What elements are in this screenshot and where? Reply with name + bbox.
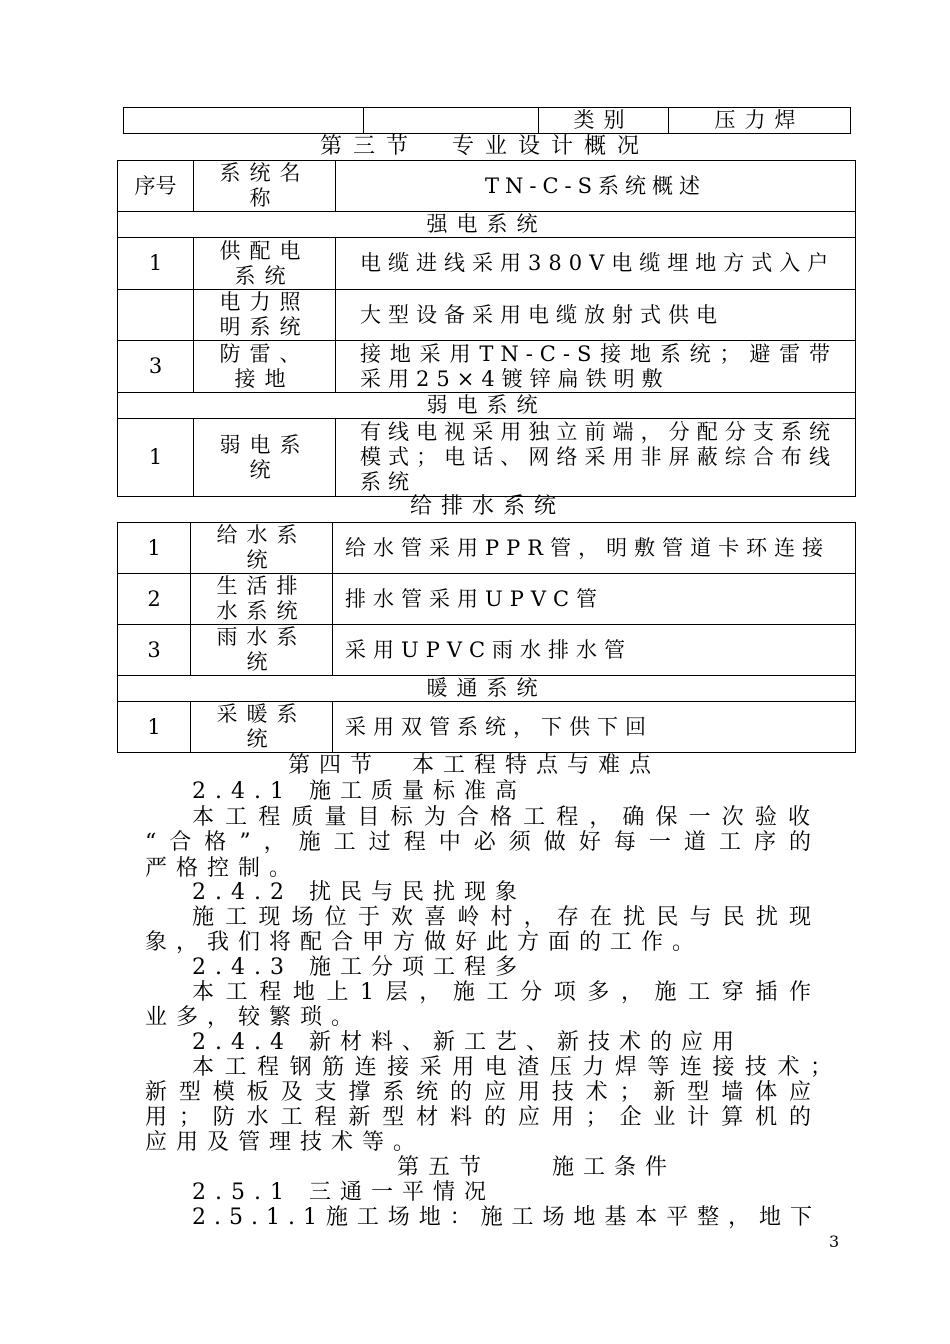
row-name: 电力照明系统 [194, 290, 336, 341]
table-row [118, 702, 856, 753]
table-row [118, 625, 856, 676]
design-table [117, 160, 856, 497]
table-row [118, 290, 856, 341]
top-table [123, 107, 851, 134]
section4-title: 第四节 本工程特点与难点 [288, 753, 661, 778]
paragraph-line: 2.5.1.1施工场地：施工场地基本平整，地下 [192, 1205, 820, 1230]
row-desc: 大型设备采用电缆放射式供电 [336, 290, 856, 341]
group-title-weak: 弱电系统 [118, 393, 856, 419]
row-desc: 有线电视采用独立前端，分配分支系统模式；电话、网络采用非屏蔽综合布线系统 [336, 419, 856, 497]
row-no: 3 [118, 625, 191, 676]
heading-2-4-4: 2.4.4 新材料、新工艺、新技术的应用 [192, 1030, 743, 1055]
row-no: 1 [118, 419, 194, 497]
row-desc: 给水管采用PPR管，明敷管道卡环连接 [333, 523, 856, 574]
section5-title: 第五节 施工条件 [397, 1155, 677, 1180]
group-title-hvac: 暖通系统 [118, 676, 856, 702]
top-cell-empty-2 [364, 108, 539, 134]
paragraph-line: 本工程钢筋连接采用电渣压力焊等连接技术； [192, 1055, 840, 1080]
row-name: 供配电系统 [194, 238, 336, 290]
row-no: 2 [118, 574, 191, 625]
table-row [118, 523, 856, 574]
header-row [118, 161, 856, 212]
row-name: 给水系统 [191, 523, 333, 574]
heading-2-5-1: 2.5.1 三通一平情况 [192, 1180, 495, 1205]
top-value: 压力焊 [669, 108, 851, 134]
paragraph-line: “合格”，施工过程中必须做好每一道工序的 [145, 830, 820, 855]
paragraph-line: 用；防水工程新型材料的应用；企业计算机的 [145, 1105, 820, 1130]
paragraph-line: 新型模板及支撑系统的应用技术；新型墙体应 [145, 1080, 820, 1105]
heading-2-4-1: 2.4.1 施工质量标准高 [192, 779, 526, 804]
row-name: 雨水系统 [191, 625, 333, 676]
paragraph-line: 施工现场位于欢喜岭村，存在扰民与民扰现 [192, 905, 820, 930]
paragraph-line: 严格控制。 [145, 856, 301, 881]
header-no: 序号 [118, 161, 194, 212]
row-no: 1 [118, 702, 191, 753]
row-desc: 排水管采用UPVC管 [333, 574, 856, 625]
row-no [118, 290, 194, 341]
paragraph-line: 象，我们将配合甲方做好此方面的工作。 [145, 930, 704, 955]
group-title-water: 给排水系统 [410, 494, 566, 519]
row-name: 生活排水系统 [191, 574, 333, 625]
heading-2-4-2: 2.4.2 扰民与民扰现象 [192, 880, 526, 905]
row-desc: 接地采用TN-C-S接地系统；避雷带采用25×4镀锌扁铁明敷 [336, 341, 856, 393]
heading-2-4-3: 2.4.3 施工分项工程多 [192, 955, 526, 980]
row-no: 1 [118, 523, 191, 574]
row-desc: 采用UPVC雨水排水管 [333, 625, 856, 676]
page-number: 3 [829, 1232, 840, 1251]
table-row [118, 419, 856, 497]
table-row [118, 341, 856, 393]
header-name: 系统名称 [194, 161, 336, 212]
paragraph-line: 本工程地上1层，施工分项多，施工穿插作 [192, 980, 820, 1005]
table-row [118, 574, 856, 625]
top-label: 类别 [539, 108, 669, 134]
header-desc: TN-C-S系统概述 [336, 161, 856, 212]
table-row [118, 238, 856, 290]
top-cell-empty-1 [124, 108, 364, 134]
group-title-strong: 强电系统 [118, 212, 856, 238]
row-name: 防雷、接地 [194, 341, 336, 393]
row-no: 3 [118, 341, 194, 393]
design-table-lower [117, 522, 856, 753]
paragraph-line: 应用及管理技术等。 [145, 1130, 425, 1155]
row-name: 采暖系统 [191, 702, 333, 753]
section3-title: 第三节 专业设计概况 [320, 134, 651, 159]
row-no: 1 [118, 238, 194, 290]
row-desc: 采用双管系统，下供下回 [333, 702, 856, 753]
paragraph-line: 本工程质量目标为合格工程，确保一次验收 [192, 805, 820, 830]
row-name: 弱电系统 [194, 419, 336, 497]
row-desc: 电缆进线采用380V电缆埋地方式入户 [336, 238, 856, 290]
paragraph-line: 业多，较繁琐。 [145, 1005, 363, 1030]
